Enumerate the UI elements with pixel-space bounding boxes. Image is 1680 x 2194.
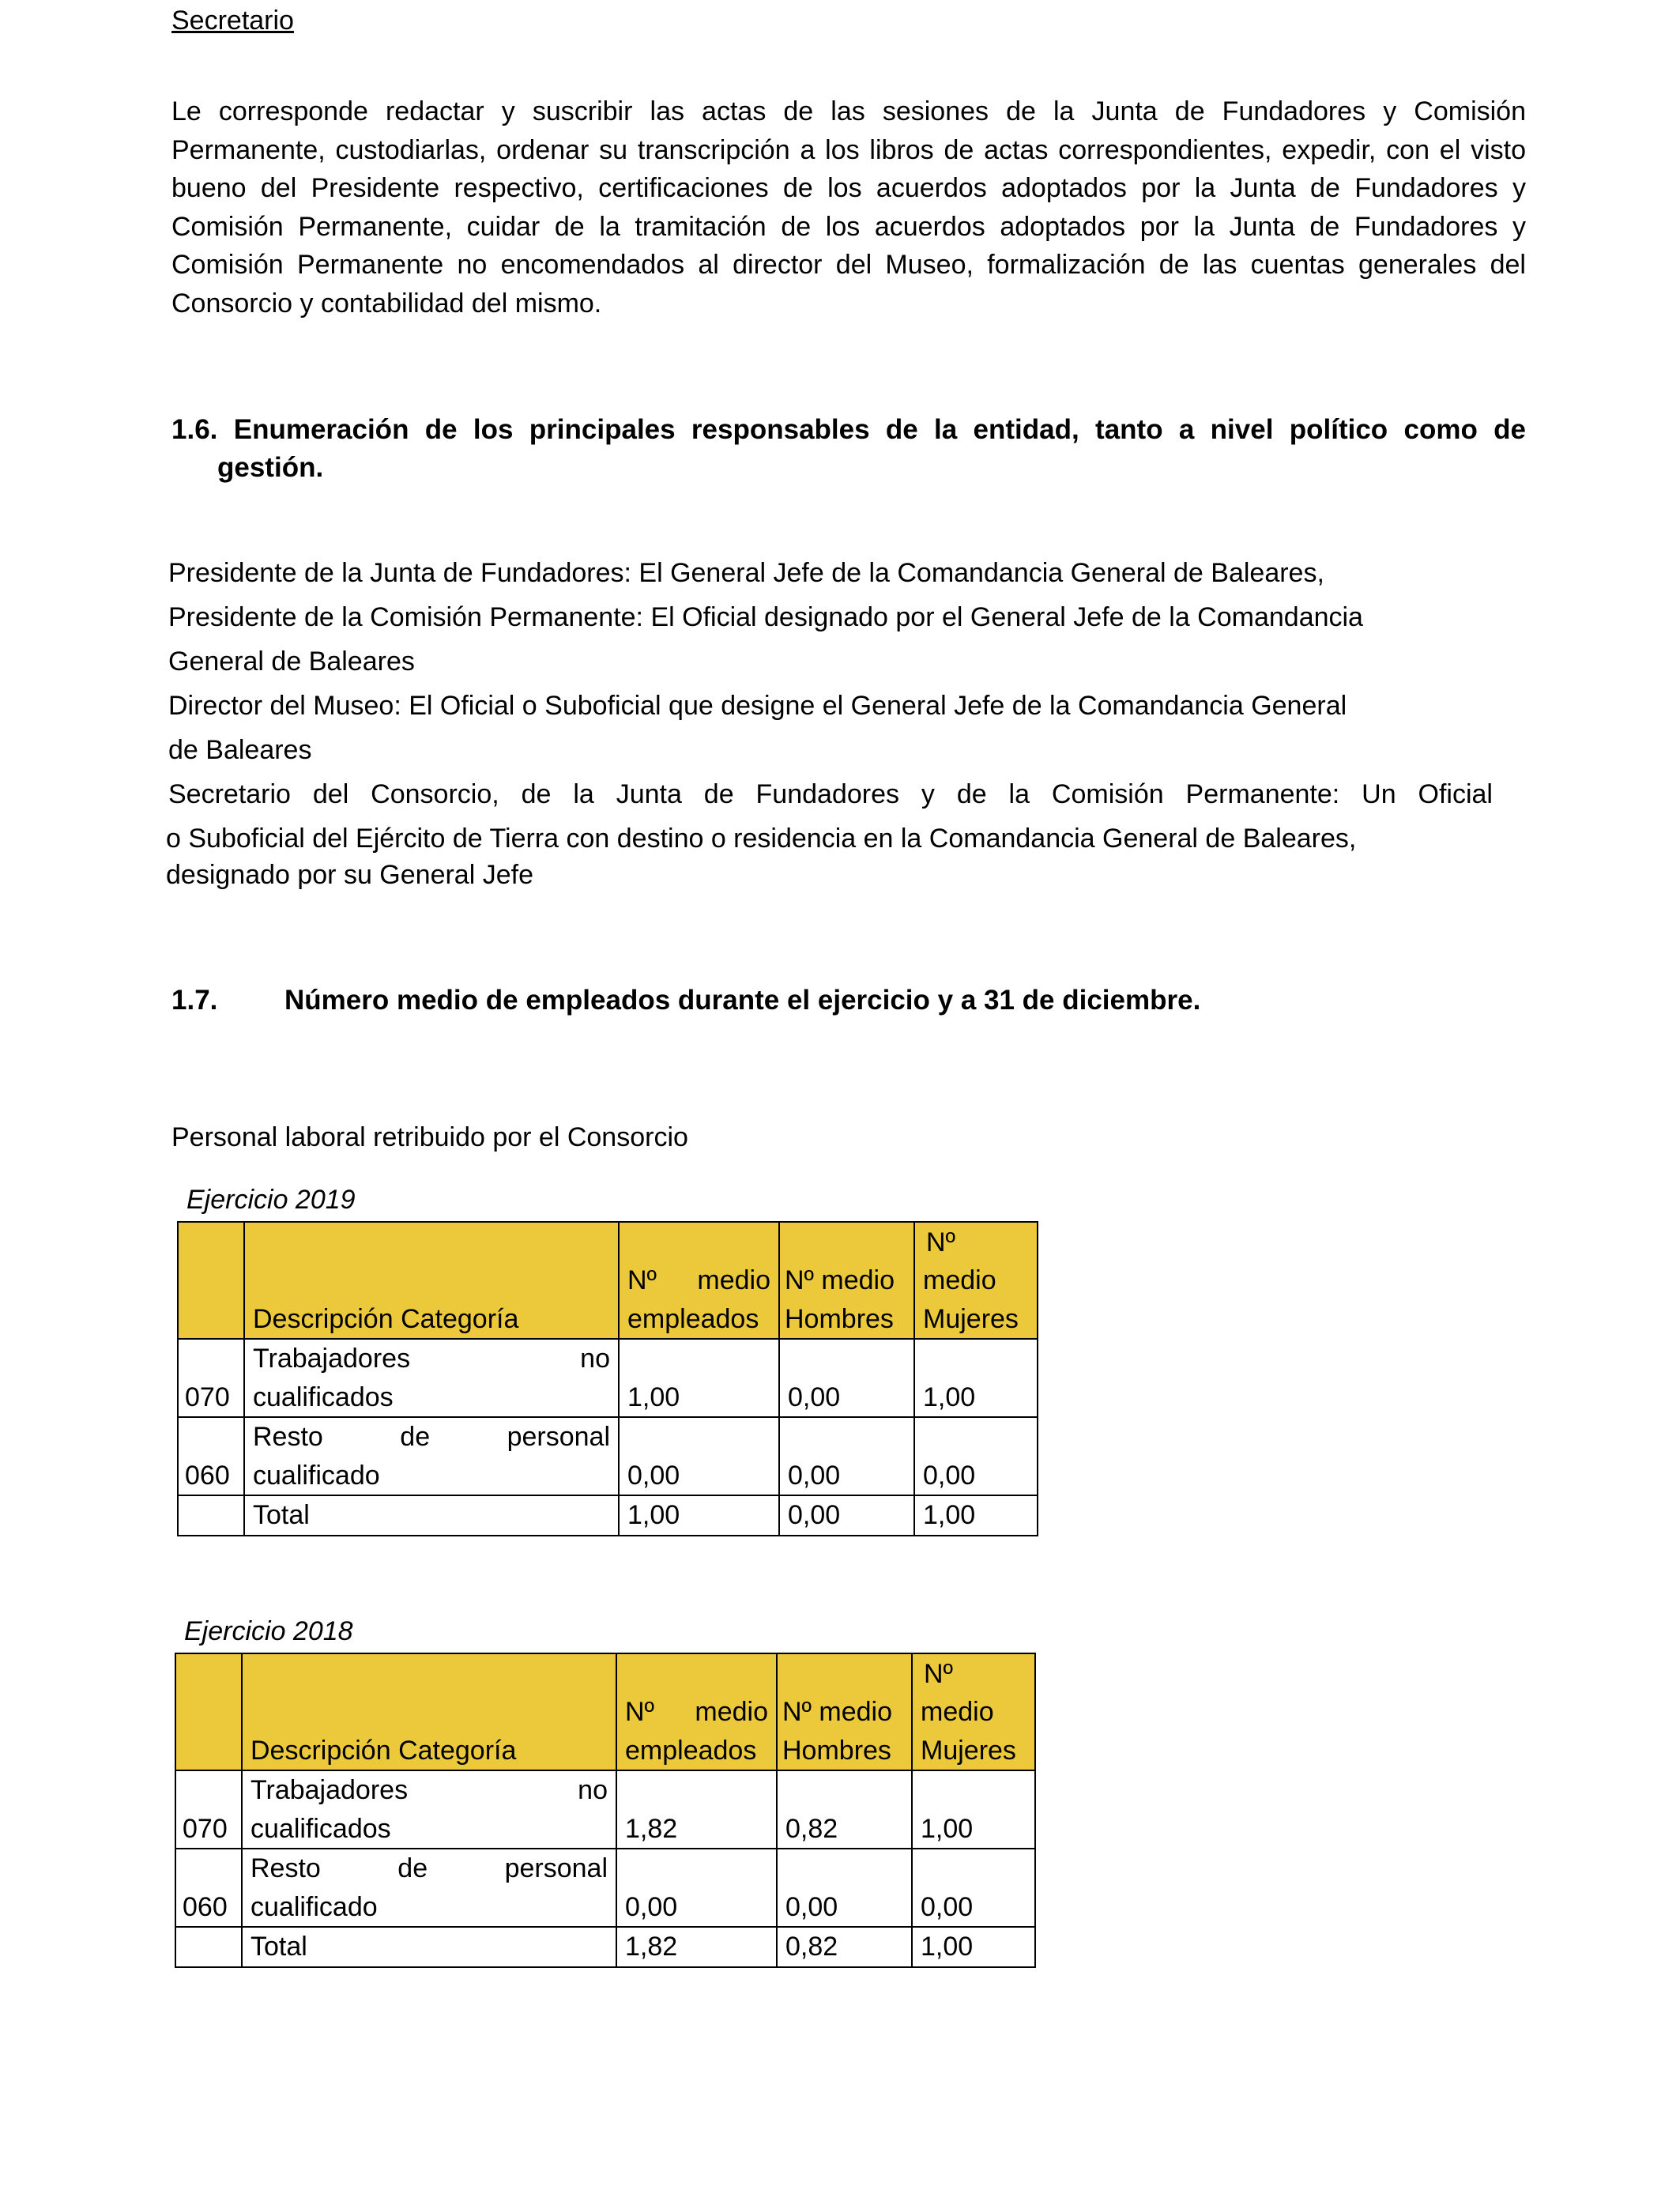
code-header-cell [178,1222,244,1339]
code-cell: 060 [178,1417,244,1495]
mujeres-cell: 0,00 [914,1417,1038,1495]
code-cell: 070 [175,1770,242,1849]
code-cell [178,1495,244,1536]
code-cell [175,1927,242,1967]
empleados-header: Nº medio empleados [616,1653,777,1770]
empleados-cell: 0,00 [616,1849,777,1927]
section-1-7-title: Número medio de empleados durante el ejercicio y a 31 de diciembre. [284,985,1201,1016]
empleados-cell: 1,00 [619,1339,779,1417]
hombres-header: Nº medio Hombres [777,1653,912,1770]
descripcion-header: Descripción Categoría [242,1653,616,1770]
mujeres-header: Nº medio Mujeres [912,1653,1035,1770]
descripcion-header: Descripción Categoría [244,1222,619,1339]
table-caption-2019: Ejercicio 2019 [186,1185,356,1215]
table-row [175,1849,1035,1927]
hombres-total: 0,00 [779,1495,914,1536]
responsable-line: Presidente de la Junta de Fundadores: El General Jefe de la Comandancia General de Baleares, [168,558,1324,588]
hombres-total: 0,82 [777,1927,912,1967]
code-cell: 060 [175,1849,242,1927]
empleados-header: Nº medio empleados [619,1222,779,1339]
empleados-total: 1,82 [616,1927,777,1967]
responsables-list [168,554,1496,894]
empleados-cell: 1,82 [616,1770,777,1849]
code-cell: 070 [178,1339,244,1417]
mujeres-total: 1,00 [912,1927,1035,1967]
table-row [175,1770,1035,1849]
mujeres-total: 1,00 [914,1495,1038,1536]
table-row [178,1417,1038,1495]
table-caption-2018: Ejercicio 2018 [184,1616,353,1646]
table-total-row [178,1495,1038,1536]
hombres-cell: 0,00 [777,1849,912,1927]
descripcion-cell: Trabajadores no cualificados [244,1339,619,1417]
code-header-cell [175,1653,242,1770]
responsable-line: Director del Museo: El Oficial o Suboficial que designe el General Jefe de la Comandancia General [168,691,1347,721]
employees-table-2019 [177,1221,1038,1536]
personal-subtitle: Personal laboral retribuido por el Consorcio [171,1122,688,1152]
section-1-7-number: 1.7. [171,985,218,1016]
empleados-total: 1,00 [619,1495,779,1536]
descripcion-cell: Resto de personal cualificado [242,1849,616,1927]
section-1-6-heading [171,411,1526,487]
hombres-cell: 0,00 [779,1417,914,1495]
table-header-row [178,1222,1038,1339]
hombres-cell: 0,82 [777,1770,912,1849]
table-header-row [175,1653,1035,1770]
descripcion-cell: Resto de personal cualificado [244,1417,619,1495]
mujeres-cell: 0,00 [912,1849,1035,1927]
responsable-line: de Baleares [168,735,312,765]
responsable-line: o Suboficial del Ejército de Tierra con destino o residencia en la Comandancia General de Baleares, [166,824,1357,854]
table-total-row [175,1927,1035,1967]
employees-table-2018 [175,1653,1036,1968]
hombres-cell: 0,00 [779,1339,914,1417]
secretario-paragraph: Le corresponde redactar y suscribir las actas de las sesiones de la Junta de Fundadores y Comisión Permanente, custodiarlas, ordenar su transcripción a los libros de actas correspondientes, expedir, con el visto bueno del Presidente respectivo, certificaciones de los acuerdos adoptados por la Junta de Fundadores y Comisión Permanente, cuidar de la tramitación de los acuerdos adoptados por la Junta de Fundadores y Comisión Permanente no encomendados al director del Museo, formalización de las cuentas generales del Consorcio y contabilidad del mismo. [171,96,1526,319]
responsable-line: General de Baleares [168,647,415,677]
section-title-continued: gestión. [217,452,324,483]
empleados-cell: 0,00 [619,1417,779,1495]
section-number: 1.6. [171,414,218,445]
responsable-line: Secretario del Consorcio, de la Junta de Fundadores y de la Comisión Permanente: Un Oficial [168,779,1493,809]
mujeres-header: Nº medio Mujeres [914,1222,1038,1339]
total-label: Total [242,1927,616,1967]
mujeres-cell: 1,00 [912,1770,1035,1849]
descripcion-cell: Trabajadores no cualificados [242,1770,616,1849]
secretario-heading: Secretario [171,6,294,36]
mujeres-cell: 1,00 [914,1339,1038,1417]
table-row [178,1339,1038,1417]
section-title: Enumeración de los principales responsables de la entidad, tanto a nivel político como de [233,414,1526,445]
hombres-header: Nº medio Hombres [779,1222,914,1339]
responsable-line: Presidente de la Comisión Permanente: El Oficial designado por el General Jefe de la Comandancia [168,602,1363,632]
total-label: Total [244,1495,619,1536]
responsable-line: designado por su General Jefe [166,860,533,890]
